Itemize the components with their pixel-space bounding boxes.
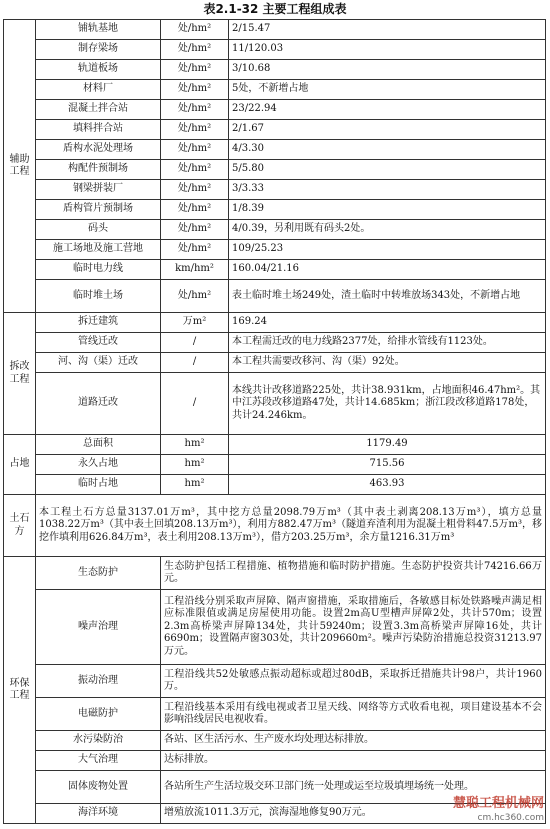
row-name: 盾构水泥处理场	[36, 140, 161, 160]
watermark-logo	[453, 797, 544, 825]
table-row	[4, 220, 546, 240]
table-row	[4, 80, 546, 100]
row-name: 永久占地	[36, 455, 161, 475]
row-unit: 处/hm²	[161, 20, 229, 40]
row-unit: 处/hm²	[161, 160, 229, 180]
row-name: 制存梁场	[36, 40, 161, 60]
row-name: 构配件预制场	[36, 160, 161, 180]
row-name: 管线迁改	[36, 333, 161, 353]
table-row	[4, 200, 546, 220]
row-value: 715.56	[229, 455, 546, 475]
row-name: 临时占地	[36, 475, 161, 495]
section-category: 环保工程	[4, 557, 36, 824]
row-value: 本工程共需要改移河、沟（渠）92处。	[229, 353, 546, 373]
row-unit: hm²	[161, 435, 229, 455]
row-name: 电磁防护	[36, 698, 161, 731]
row-unit: hm²	[161, 475, 229, 495]
table-row	[4, 475, 546, 495]
row-name: 轨道板场	[36, 60, 161, 80]
section-category: 辅助工程	[4, 20, 36, 313]
row-unit: /	[161, 373, 229, 435]
row-value: 工程沿线分别采取声屏障、隔声窗措施，采取措施后，各敏感目标处铁路噪声满足相应标准限值或满足房屋使用功能。设置2m高U型槽声屏障2处，共计570m；设置2.3m高桥梁声屏障134处，共计59240m；设置3.3m高桥梁声屏障16处，共计6690m；设置隔声窗303处，共计209660m²。噪声污染防治措施总投资31213.97万元。	[161, 590, 546, 665]
row-value: 5/5.80	[229, 160, 546, 180]
row-name: 生态防护	[36, 557, 161, 590]
row-value: 表土临时堆土场249处，渣土临时中转堆放场343处，不新增占地	[229, 280, 546, 313]
table-row	[4, 731, 546, 751]
table-row	[4, 333, 546, 353]
row-value: 1179.49	[229, 435, 546, 455]
row-name: 大气治理	[36, 751, 161, 771]
watermark-brand: 慧聪工程机械网	[452, 796, 544, 811]
row-unit: 处/hm²	[161, 140, 229, 160]
table-row	[4, 40, 546, 60]
section-category: 占地	[4, 435, 36, 495]
row-unit: 处/hm²	[161, 220, 229, 240]
row-value: 工程沿线基本采用有线电视或者卫星天线、网络等方式收看电视，项目建设基本不会影响沿线居民电视收看。	[161, 698, 546, 731]
row-value: 达标排放。	[161, 751, 546, 771]
row-unit: 处/hm²	[161, 240, 229, 260]
project-composition-table	[3, 19, 546, 824]
table-row	[4, 60, 546, 80]
watermark-url: cm.hc360.com	[477, 813, 544, 823]
row-value: 生态防护包括工程措施、植物措施和临时防护措施。生态防护投资共计74216.66万元。	[161, 557, 546, 590]
row-value: 1/8.39	[229, 200, 546, 220]
section-category: 拆改工程	[4, 313, 36, 435]
row-value: 4/0.39，另利用既有码头2处。	[229, 220, 546, 240]
table-caption: 表2.1-32 主要工程组成表	[203, 2, 347, 16]
row-name: 混凝土拌合站	[36, 100, 161, 120]
row-name: 填料拌合站	[36, 120, 161, 140]
row-value: 23/22.94	[229, 100, 546, 120]
table-row	[4, 140, 546, 160]
row-value: 工程沿线共52处敏感点振动超标或超过80dB，采取拆迁措施共计98户，共计1960万。	[161, 665, 546, 698]
row-value: 各站所生产生活垃圾交环卫部门统一处理或运至垃圾填埋场统一处理。	[161, 771, 546, 804]
row-name: 河、沟（渠）迁改	[36, 353, 161, 373]
row-value: 3/10.68	[229, 60, 546, 80]
row-value: 160.04/21.16	[229, 260, 546, 280]
table-row	[4, 260, 546, 280]
row-unit: 处/hm²	[161, 200, 229, 220]
row-unit: 万m²	[161, 313, 229, 333]
row-unit: /	[161, 333, 229, 353]
table-row	[4, 353, 546, 373]
table-row	[4, 280, 546, 313]
table-row	[4, 313, 546, 333]
table-row	[4, 180, 546, 200]
row-unit: 处/hm²	[161, 180, 229, 200]
row-name: 盾构管片预制场	[36, 200, 161, 220]
table-row	[4, 240, 546, 260]
row-value: 169.24	[229, 313, 546, 333]
table-row	[4, 435, 546, 455]
table-row	[4, 590, 546, 665]
earthwork-text: 本工程土石方总量3137.01万m³，其中挖方总量2098.79万m³（其中表土剥离208.13万m³），填方总量1038.22万m³（其中表土回填208.13万m³），利用方882.47万m³（隧道弃渣利用为混凝土粗骨料47.5万m³，移挖作填利用626.84万m³，表土利用208.13万m³），借方203.25万m³，余方量1216.31万m³	[36, 495, 546, 557]
row-name: 拆迁建筑	[36, 313, 161, 333]
row-unit: 处/hm²	[161, 280, 229, 313]
table-row	[4, 495, 546, 557]
table-row	[4, 698, 546, 731]
row-value: 463.93	[229, 475, 546, 495]
row-unit: 处/hm²	[161, 120, 229, 140]
row-value: 5处，不新增占地	[229, 80, 546, 100]
row-unit: 处/hm²	[161, 100, 229, 120]
row-value: 2/1.67	[229, 120, 546, 140]
table-row	[4, 455, 546, 475]
table-row	[4, 100, 546, 120]
row-name: 固体废物处置	[36, 771, 161, 804]
row-unit: km/hm²	[161, 260, 229, 280]
row-unit: /	[161, 353, 229, 373]
row-value: 11/120.03	[229, 40, 546, 60]
row-value: 本线共计改移道路225处，共计38.931km，占地面积46.47hm²。其中江苏段改移道路47处，共计14.685km；浙江段改移道路178处，共计24.246km。	[229, 373, 546, 435]
row-name: 道路迁改	[36, 373, 161, 435]
row-unit: 处/hm²	[161, 60, 229, 80]
row-unit: 处/hm²	[161, 40, 229, 60]
row-name: 材料厂	[36, 80, 161, 100]
table-row	[4, 120, 546, 140]
row-name: 噪声治理	[36, 590, 161, 665]
row-name: 钢梁拼装厂	[36, 180, 161, 200]
row-unit: 处/hm²	[161, 80, 229, 100]
row-name: 海洋环境	[36, 804, 161, 824]
table-row	[4, 751, 546, 771]
section-category: 土石方	[4, 495, 36, 557]
row-value: 增殖放流1011.3万元，滨海湿地修复90万元。	[161, 804, 546, 824]
row-name: 振动治理	[36, 665, 161, 698]
table-row	[4, 20, 546, 40]
row-value: 本工程需迁改的电力线路2377处，给排水管线有1123处。	[229, 333, 546, 353]
row-value: 2/15.47	[229, 20, 546, 40]
table-row	[4, 665, 546, 698]
table-row	[4, 557, 546, 590]
row-name: 总面积	[36, 435, 161, 455]
row-name: 施工场地及施工营地	[36, 240, 161, 260]
row-value: 4/3.30	[229, 140, 546, 160]
row-name: 码头	[36, 220, 161, 240]
row-value: 109/25.23	[229, 240, 546, 260]
row-value: 3/3.33	[229, 180, 546, 200]
row-name: 临时堆土场	[36, 280, 161, 313]
row-name: 铺轨基地	[36, 20, 161, 40]
row-name: 水污染防治	[36, 731, 161, 751]
row-unit: hm²	[161, 455, 229, 475]
table-row	[4, 160, 546, 180]
table-row	[4, 373, 546, 435]
row-value: 各站、区生活污水、生产废水均处理达标排放。	[161, 731, 546, 751]
row-name: 临时电力线	[36, 260, 161, 280]
